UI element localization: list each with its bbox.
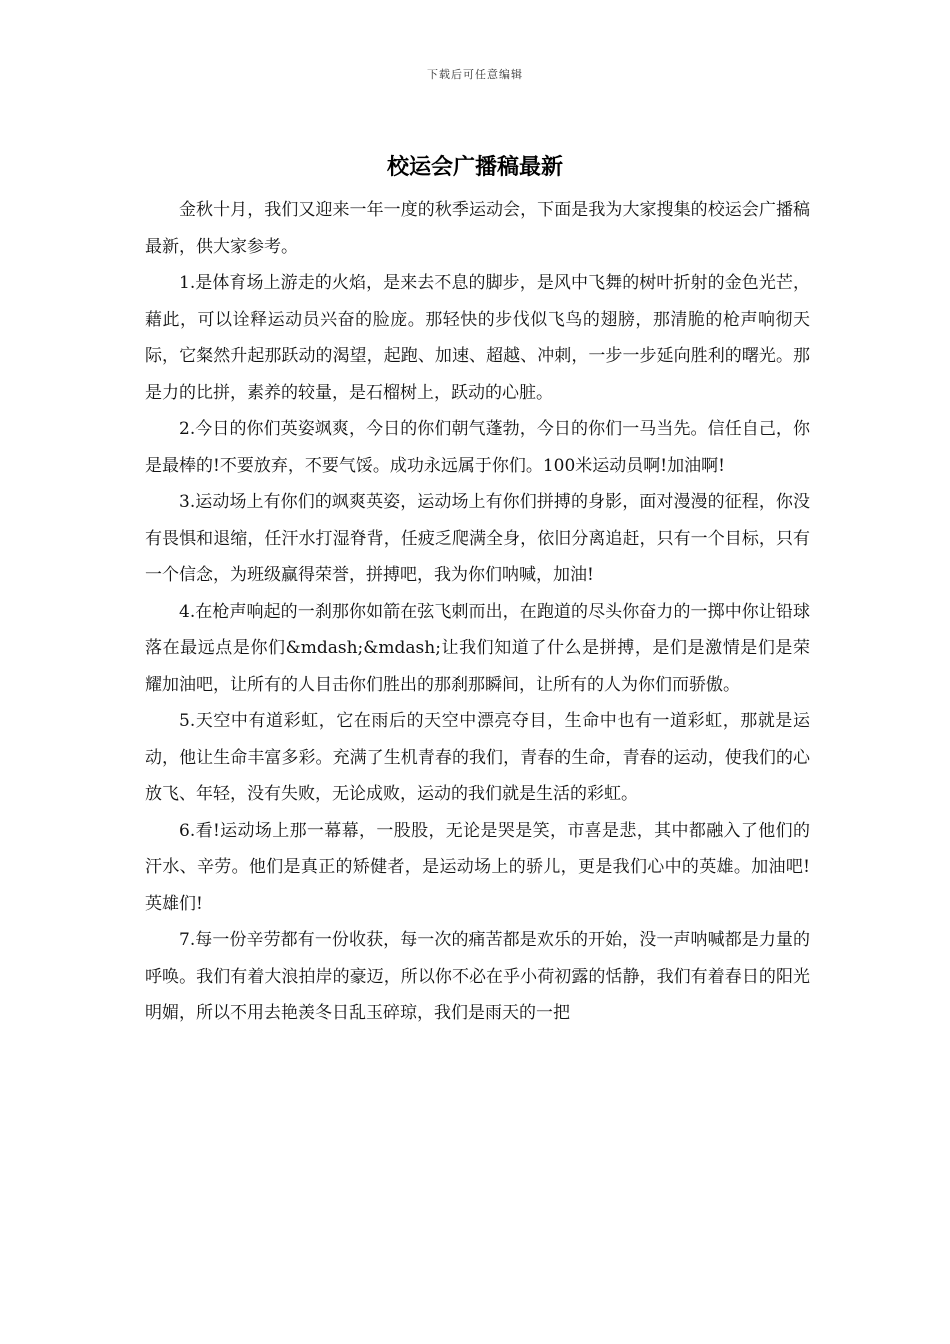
paragraph-1: 1.是体育场上游走的火焰，是来去不息的脚步，是风中飞舞的树叶折射的金色光芒，藉此，可以诠释运动员兴奋的脸庞。那轻快的步伐似飞鸟的翅膀，那清脆的枪声响彻天际，它粲然升起那跃动的渴望，起跑、加速、超越、冲刺，一步一步延向胜利的曙光。那是力的比拼，素养的较量，是石榴树上，跃动的心脏。 (145, 273, 810, 403)
paragraph-7: 7.每一份辛劳都有一份收获，每一次的痛苦都是欢乐的开始，没一声呐喊都是力量的呼唤。我们有着大浪拍岸的豪迈，所以你不必在乎小荷初露的恬静，我们有着春日的阳光明媚，所以不用去艳羡冬日乱玉碎琼，我们是雨天的一把 (145, 930, 810, 1023)
document-body (145, 192, 810, 1032)
paragraph-4: 4.在枪声响起的一刹那你如箭在弦飞刺而出，在跑道的尽头你奋力的一掷中你让铅球落在最远点是你们&mdash;&mdash;让我们知道了什么是拼搏，是们是激情是们是荣耀加油吧，让所有的人目击你们胜出的那刹那瞬间，让所有的人为你们而骄傲。 (145, 601, 810, 695)
document-title: 校运会广播稿最新 (386, 154, 563, 180)
paragraph-3: 3.运动场上有你们的飒爽英姿，运动场上有你们拼搏的身影，面对漫漫的征程，你没有畏惧和退缩，任汗水打湿脊背，任疲乏爬满全身，依旧分离追赶，只有一个目标，只有一个信念，为班级赢得荣誉，拼搏吧，我为你们呐喊，加油! (145, 492, 810, 585)
paragraph-6: 6.看!运动场上那一幕幕，一股股，无论是哭是笑，市喜是悲，其中都融入了他们的汗水、辛劳。他们是真正的矫健者，是运动场上的骄儿，更是我们心中的英雄。加油吧!英雄们! (145, 820, 810, 914)
paragraph-2: 2.今日的你们英姿飒爽，今日的你们朝气蓬勃，今日的你们一马当先。信任自己，你是最棒的!不要放弃，不要气馁。成功永远属于你们。100米运动员啊!加油啊! (145, 419, 810, 476)
paragraph-5: 5.天空中有道彩虹，它在雨后的天空中漂亮夺目，生命中也有一道彩虹，那就是运动，他让生命丰富多彩。充满了生机青春的我们，青春的生命，青春的运动，使我们的心放飞、年轻，没有失败，无论成败，运动的我们就是生活的彩虹。 (145, 711, 810, 804)
paragraph-intro: 金秋十月，我们又迎来一年一度的秋季运动会，下面是我为大家搜集的校运会广播稿最新，供大家参考。 (145, 200, 810, 257)
header-note: 下载后可任意编辑 (427, 68, 523, 81)
